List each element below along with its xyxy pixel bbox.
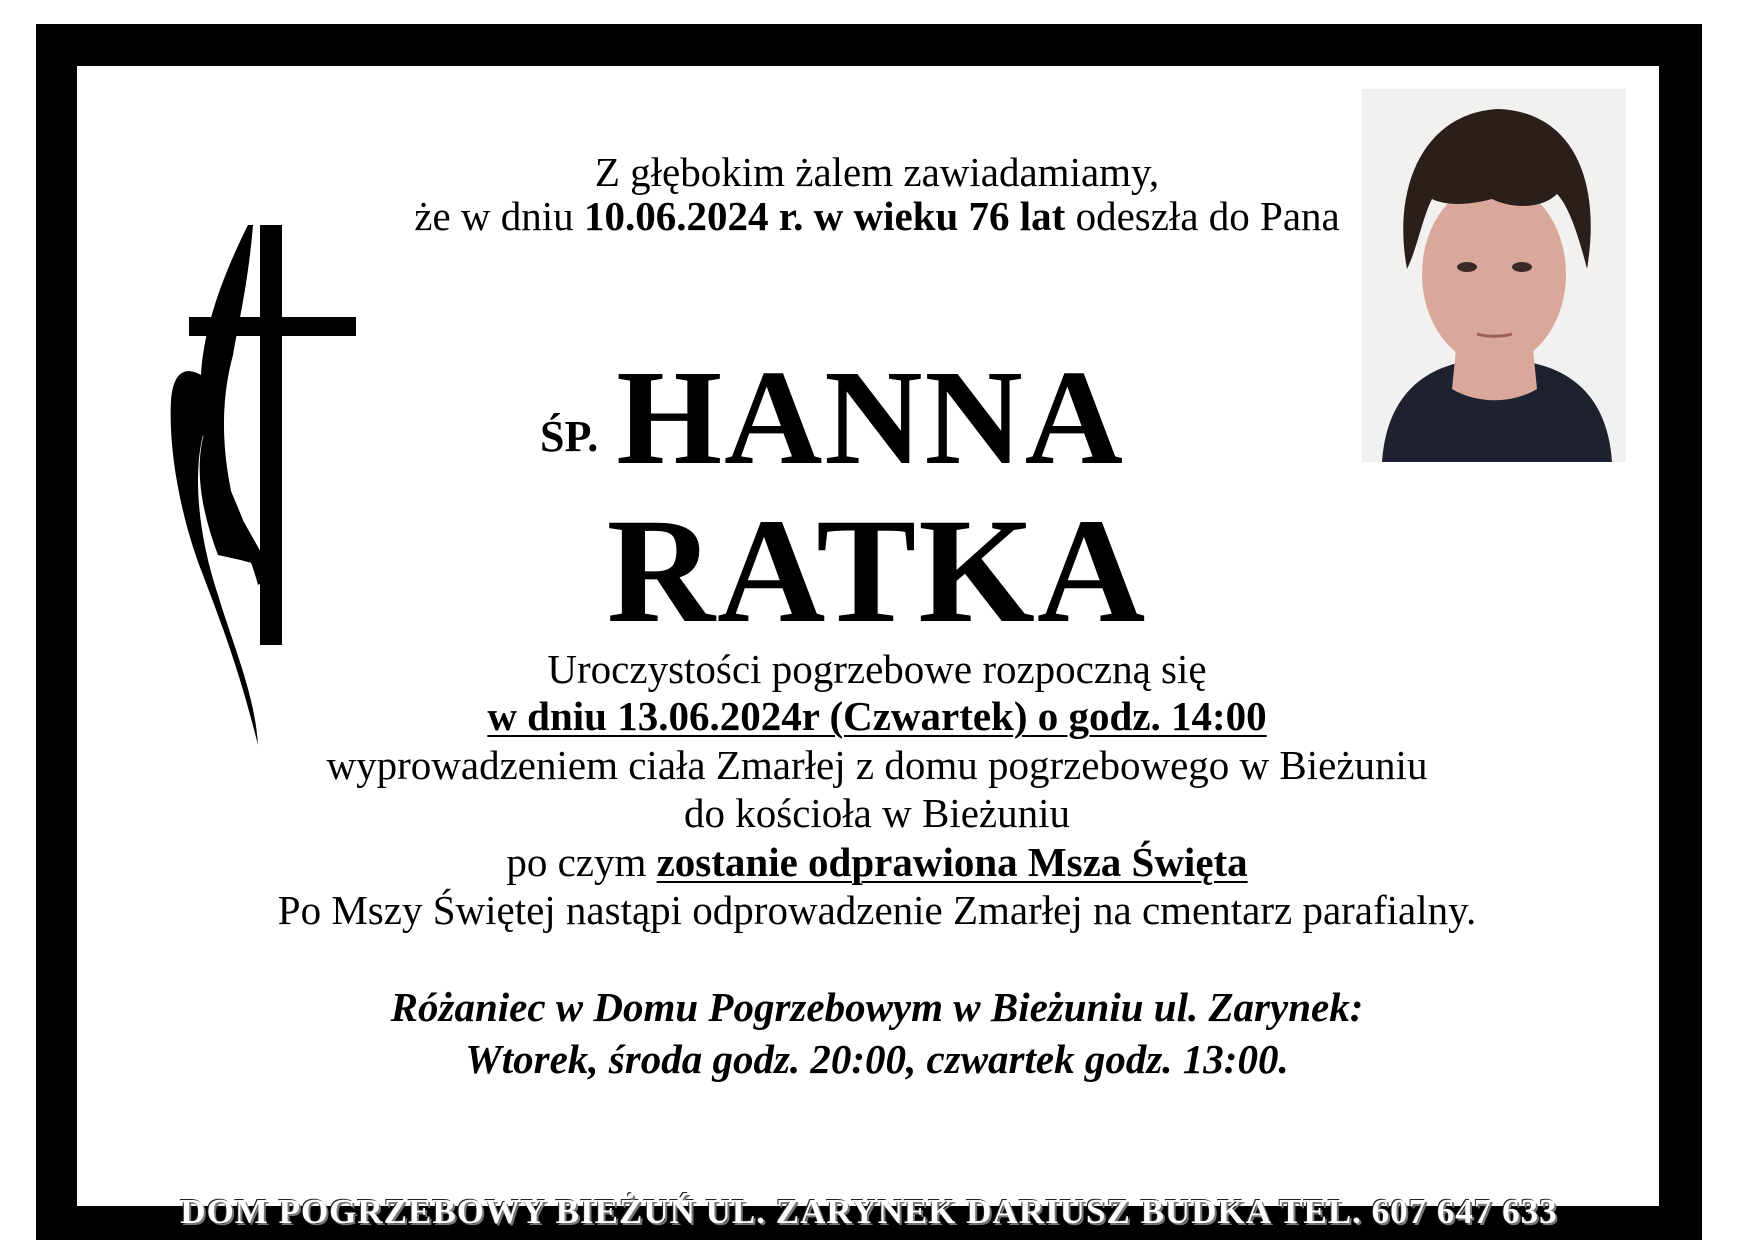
last-name: RATKA (606, 488, 1148, 654)
death-date-age: 10.06.2024 r. w wieku 76 lat (583, 193, 1066, 239)
ceremony-date-text: w dniu 13.06.2024r (Czwartek) o godz. 14:00 (487, 693, 1267, 739)
first-name: HANNA (616, 343, 1125, 493)
intro-line-1: Z głębokim żalem zawiadamiamy, (594, 149, 1160, 195)
ceremony-date (0, 692, 1754, 740)
portrait-photo (1362, 89, 1626, 462)
ceremony-line-3: wyprowadzeniem ciała Zmarłej z domu pogrzebowego w Bieżuniu (326, 742, 1428, 788)
intro-line-2-pre: że w dniu (414, 193, 584, 239)
intro-line-2-post: odeszła do Pana (1065, 193, 1340, 239)
rosary-line-1: Różaniec w Domu Pogrzebowym w Bieżuniu ul. Zarynek: (390, 984, 1364, 1030)
name-prefix: ŚP. (540, 412, 599, 461)
intro-line-2 (0, 192, 1754, 240)
mass-text: zostanie odprawiona Msza Święta (656, 839, 1248, 885)
ceremony-line-5-pre: po czym (506, 839, 657, 885)
ceremony-line-4: do kościoła w Bieżuniu (683, 790, 1071, 836)
deceased-name-row (540, 340, 1125, 496)
funeral-home-footer: DOM POGRZEBOWY BIEŻUŃ UL. ZARYNEK DARIUSZ BUDKA TEL. 607 647 633 (180, 1192, 1558, 1231)
ceremony-line-5 (0, 838, 1754, 886)
ceremony-line-6: Po Mszy Świętej nastąpi odprowadzenie Zmarłej na cmentarz parafialny. (277, 887, 1477, 933)
ceremony-line-1: Uroczystości pogrzebowe rozpoczną się (547, 646, 1207, 692)
rosary-line-2: Wtorek, środa godz. 20:00, czwartek godz. 13:00. (465, 1036, 1289, 1082)
